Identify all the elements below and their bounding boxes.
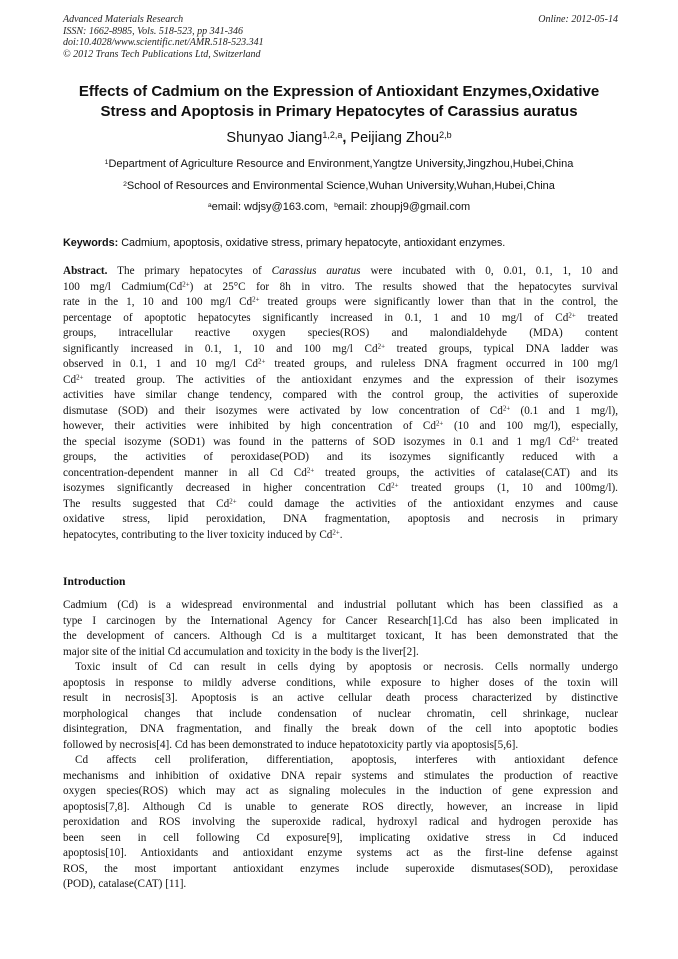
author-list	[0, 130, 678, 146]
abstract-line: groups, the activities of peroxidase(POD) and its isozymes significantly reduced with a	[63, 451, 618, 463]
journal-issn: ISSN: 1662-8985, Vols. 518-523, pp 341-346	[63, 25, 243, 37]
paper-title-line: Effects of Cadmium on the Expression of Antioxidant Enzymes,Oxidative	[78, 83, 600, 100]
author-affiliation-mark: 2,b	[439, 129, 452, 140]
intro-line: (POD), catalase(CAT) [11].	[63, 878, 187, 890]
abstract-line	[63, 280, 618, 296]
journal-header	[63, 14, 618, 60]
abstract-line: activities have similar change tendency, compared with the control group, the activities of superoxide	[63, 389, 618, 401]
author-separator: ,	[342, 130, 351, 146]
author-email: email: zhoupj9@gmail.com	[337, 201, 471, 213]
abstract-text: treated groups, the activities of catalase(CAT) and its	[325, 466, 618, 479]
abstract-text: treated groups were significantly lower than that in the control, the	[267, 296, 618, 308]
intro-line: major site of the initial Cd accumulation and toxicity in the body is the liver[2].	[63, 645, 419, 658]
keywords-label: Keywords:	[63, 237, 119, 249]
abstract-text: however, their activities were inhibited by high concentration of Cd	[63, 420, 436, 432]
ion-charge: 2+	[229, 497, 237, 506]
abstract-line	[63, 528, 618, 544]
ion-charge: 2+	[252, 295, 260, 304]
abstract-text: treated groups (1, 10 and 100mg/l).	[411, 482, 618, 494]
ion-charge: 2+	[306, 466, 315, 475]
ion-charge: 2+	[391, 481, 399, 490]
abstract-line	[63, 295, 618, 311]
intro-line: been seen in cell following Cd exposure[9], implicating oxidative stress in Cd induced	[63, 831, 618, 844]
ion-charge: 2+	[332, 528, 340, 537]
author-name: Shunyao Jiang	[226, 130, 323, 146]
abstract-text: treated groups, typical DNA ladder was	[396, 342, 618, 355]
abstract-text: treated groups, and ruleless DNA fragment occurred in 100 mg/l	[274, 358, 618, 370]
ion-charge: 2+	[182, 280, 190, 289]
keywords-text: Cadmium, apoptosis, oxidative stress, primary hepatocyte, antioxidant enzymes.	[121, 237, 506, 249]
affiliation-text: Department of Agriculture Resource and Environment,Yangtze University,Jingzhou,Hubei,China	[108, 158, 574, 170]
abstract-text: treated	[587, 311, 618, 324]
ion-charge: 2+	[572, 435, 580, 444]
affiliation-mark: 1	[104, 158, 109, 166]
journal-doi: doi:10.4028/www.scientific.net/AMR.518-523.341	[63, 37, 264, 48]
abstract-text: significantly increased in 0.1, 1, 10 and 100 mg/l Cd	[63, 342, 378, 355]
keywords	[63, 237, 618, 249]
abstract-line	[63, 435, 618, 451]
abstract-line	[63, 311, 618, 327]
intro-line: disintegration, DNA fragmentation, and finally the break down of the cell into apoptotic bodies	[63, 723, 618, 735]
abstract-text: treated	[587, 435, 618, 448]
intro-line: followed by necrosis[4]. Cd has been demonstrated to induce hepatotoxicity partly via apoptosis[5,6].	[63, 738, 519, 751]
abstract-text: isozymes significantly decreased in higher concentration Cd	[63, 482, 392, 494]
abstract-text: ) at 25°C for 8h in vitro. The results showed that the hepatocytes survival	[189, 280, 618, 293]
abstract-text: could damage the activities of the antioxidant enzymes and cause	[248, 497, 618, 510]
abstract-text: Cd	[63, 373, 77, 386]
abstract-text: (0.1 and 1 mg/l),	[520, 404, 618, 417]
affiliation-mark: 2	[123, 180, 127, 188]
intro-line: apoptosis[7,8]. Although Cd is unable to generate ROS directly, however, an increase in lipid	[63, 800, 618, 813]
abstract-text: treated group. The activities of the antioxidant enzymes and the expression of their isozymes	[94, 373, 618, 386]
ion-charge: 2+	[76, 373, 84, 382]
abstract-line	[63, 419, 618, 435]
author-name: Peijiang Zhou	[350, 130, 440, 146]
abstract-line	[63, 497, 618, 513]
author-email: email: wdjsy@163.com,	[211, 201, 328, 213]
intro-line: peroxidation and ROS involving the superoxide radical, hydroxyl radical and hydrogen peroxide has	[63, 816, 618, 828]
intro-line: oxygen species(ROS) which may act as signaling molecules in the induction of gene expression and	[63, 785, 618, 797]
species-name: Carassius auratus	[271, 265, 361, 277]
ion-charge: 2+	[435, 419, 444, 428]
online-date: Online: 2012-05-14	[538, 14, 618, 25]
abstract-text: dismutase (SOD) and their isozymes were activated by low concentration of Cd	[63, 404, 503, 417]
intro-line: morphological changes that include condensation of nuclear chromatin, cell shrinkage, nuclear	[63, 707, 618, 720]
intro-line: the development of cancers. Although Cd is a multitarget toxicant, It has been demonstrated that the	[63, 630, 618, 642]
abstract-line	[63, 481, 618, 497]
ion-charge: 2+	[568, 311, 576, 320]
author-affiliation-mark: 1,2,a	[322, 129, 343, 140]
abstract	[63, 264, 618, 543]
intro-line: mechanisms and inhibition of oxidative DNA repair systems and stimulates the production of reactive	[63, 769, 618, 782]
abstract-line	[63, 357, 618, 373]
abstract-text: The results suggested that Cd	[63, 497, 230, 510]
paper-title	[50, 82, 628, 122]
abstract-text: hepatocytes, contributing to the liver toxicity induced by Cd	[63, 528, 333, 541]
abstract-line	[63, 264, 618, 280]
affiliation	[0, 180, 678, 192]
abstract-text: (10 and 100 mg/l), especially,	[453, 420, 618, 432]
intro-line: apoptosis in response to mildly adverse conditions, while exposure to higher doses of the toxin will	[63, 676, 618, 689]
abstract-text: 100 mg/l Cadmium(Cd	[63, 280, 183, 293]
intro-line: Cadmium (Cd) is a widespread environmental and industrial pollutant which has been classified as a	[63, 599, 618, 611]
abstract-text: were incubated with 0, 0.01, 0.1, 1, 10 and	[370, 265, 618, 277]
journal-info	[63, 14, 618, 60]
abstract-line	[63, 373, 618, 389]
intro-line: Cd affects cell proliferation, differentiation, apoptosis, interferes with antioxidant defence	[75, 754, 618, 766]
abstract-label: Abstract.	[63, 265, 108, 277]
author-emails	[0, 201, 678, 213]
intro-line: ROS, the most important antioxidant enzymes include superoxide dismutases(SOD), peroxidase	[63, 862, 618, 875]
abstract-line: groups, intracellular reactive oxygen species(ROS) and malondialdehyde (MDA) content	[63, 327, 618, 339]
abstract-text: The primary hepatocytes of	[117, 265, 262, 277]
ion-charge: 2+	[377, 342, 385, 351]
abstract-text: observed in 0.1, 1 and 10 mg/l Cd	[63, 358, 258, 370]
abstract-text: percentage of apoptotic hepatocytes significantly increased in 0.1, 1 and 10 mg/l of Cd	[63, 311, 569, 324]
abstract-text: the special isozyme (SOD1) was found in the patterns of SOD isozymes in 0.1 and 1 mg/l Cd	[63, 435, 572, 448]
abstract-line: oxidative stress, lipid peroxidation, DNA fragmentation, apoptosis and necrosis in primary	[63, 513, 618, 525]
ion-charge: 2+	[502, 404, 511, 413]
intro-line: apoptosis[10]. Antioxidants and antioxidant enzyme systems act as the first-line defense against	[63, 847, 618, 859]
affiliation	[0, 158, 678, 170]
journal-copyright: © 2012 Trans Tech Publications Ltd, Switzerland	[63, 48, 261, 60]
intro-line: result in necrosis[3]. Apoptosis is an active cellular death process characterized by distinctive	[63, 692, 618, 704]
abstract-text: concentration-dependent manner in all Cd Cd	[63, 466, 307, 479]
journal-name: Advanced Materials Research	[63, 14, 184, 25]
section-heading: Introduction	[63, 576, 126, 588]
email-mark: b	[334, 201, 338, 209]
abstract-text: .	[339, 528, 343, 541]
introduction-body	[63, 598, 618, 893]
abstract-line	[63, 466, 618, 482]
intro-line: type I carcinogen by the International Agency for Cancer Research[1].Cd has also been implicated in	[63, 614, 618, 627]
ion-charge: 2+	[258, 357, 266, 366]
abstract-text: rate in the 1, 10 and 100 mg/l Cd	[63, 296, 253, 308]
intro-line: Toxic insult of Cd can result in cells dying by apoptosis or necrosis. Cells normally undergo	[75, 661, 618, 673]
affiliation-text: School of Resources and Environmental Science,Wuhan University,Wuhan,Hubei,China	[126, 180, 555, 192]
abstract-line	[63, 342, 618, 358]
abstract-line	[63, 404, 618, 420]
email-mark: a	[207, 201, 212, 209]
paper-title-line: Stress and Apoptosis in Primary Hepatocytes of Carassius auratus	[100, 103, 578, 120]
